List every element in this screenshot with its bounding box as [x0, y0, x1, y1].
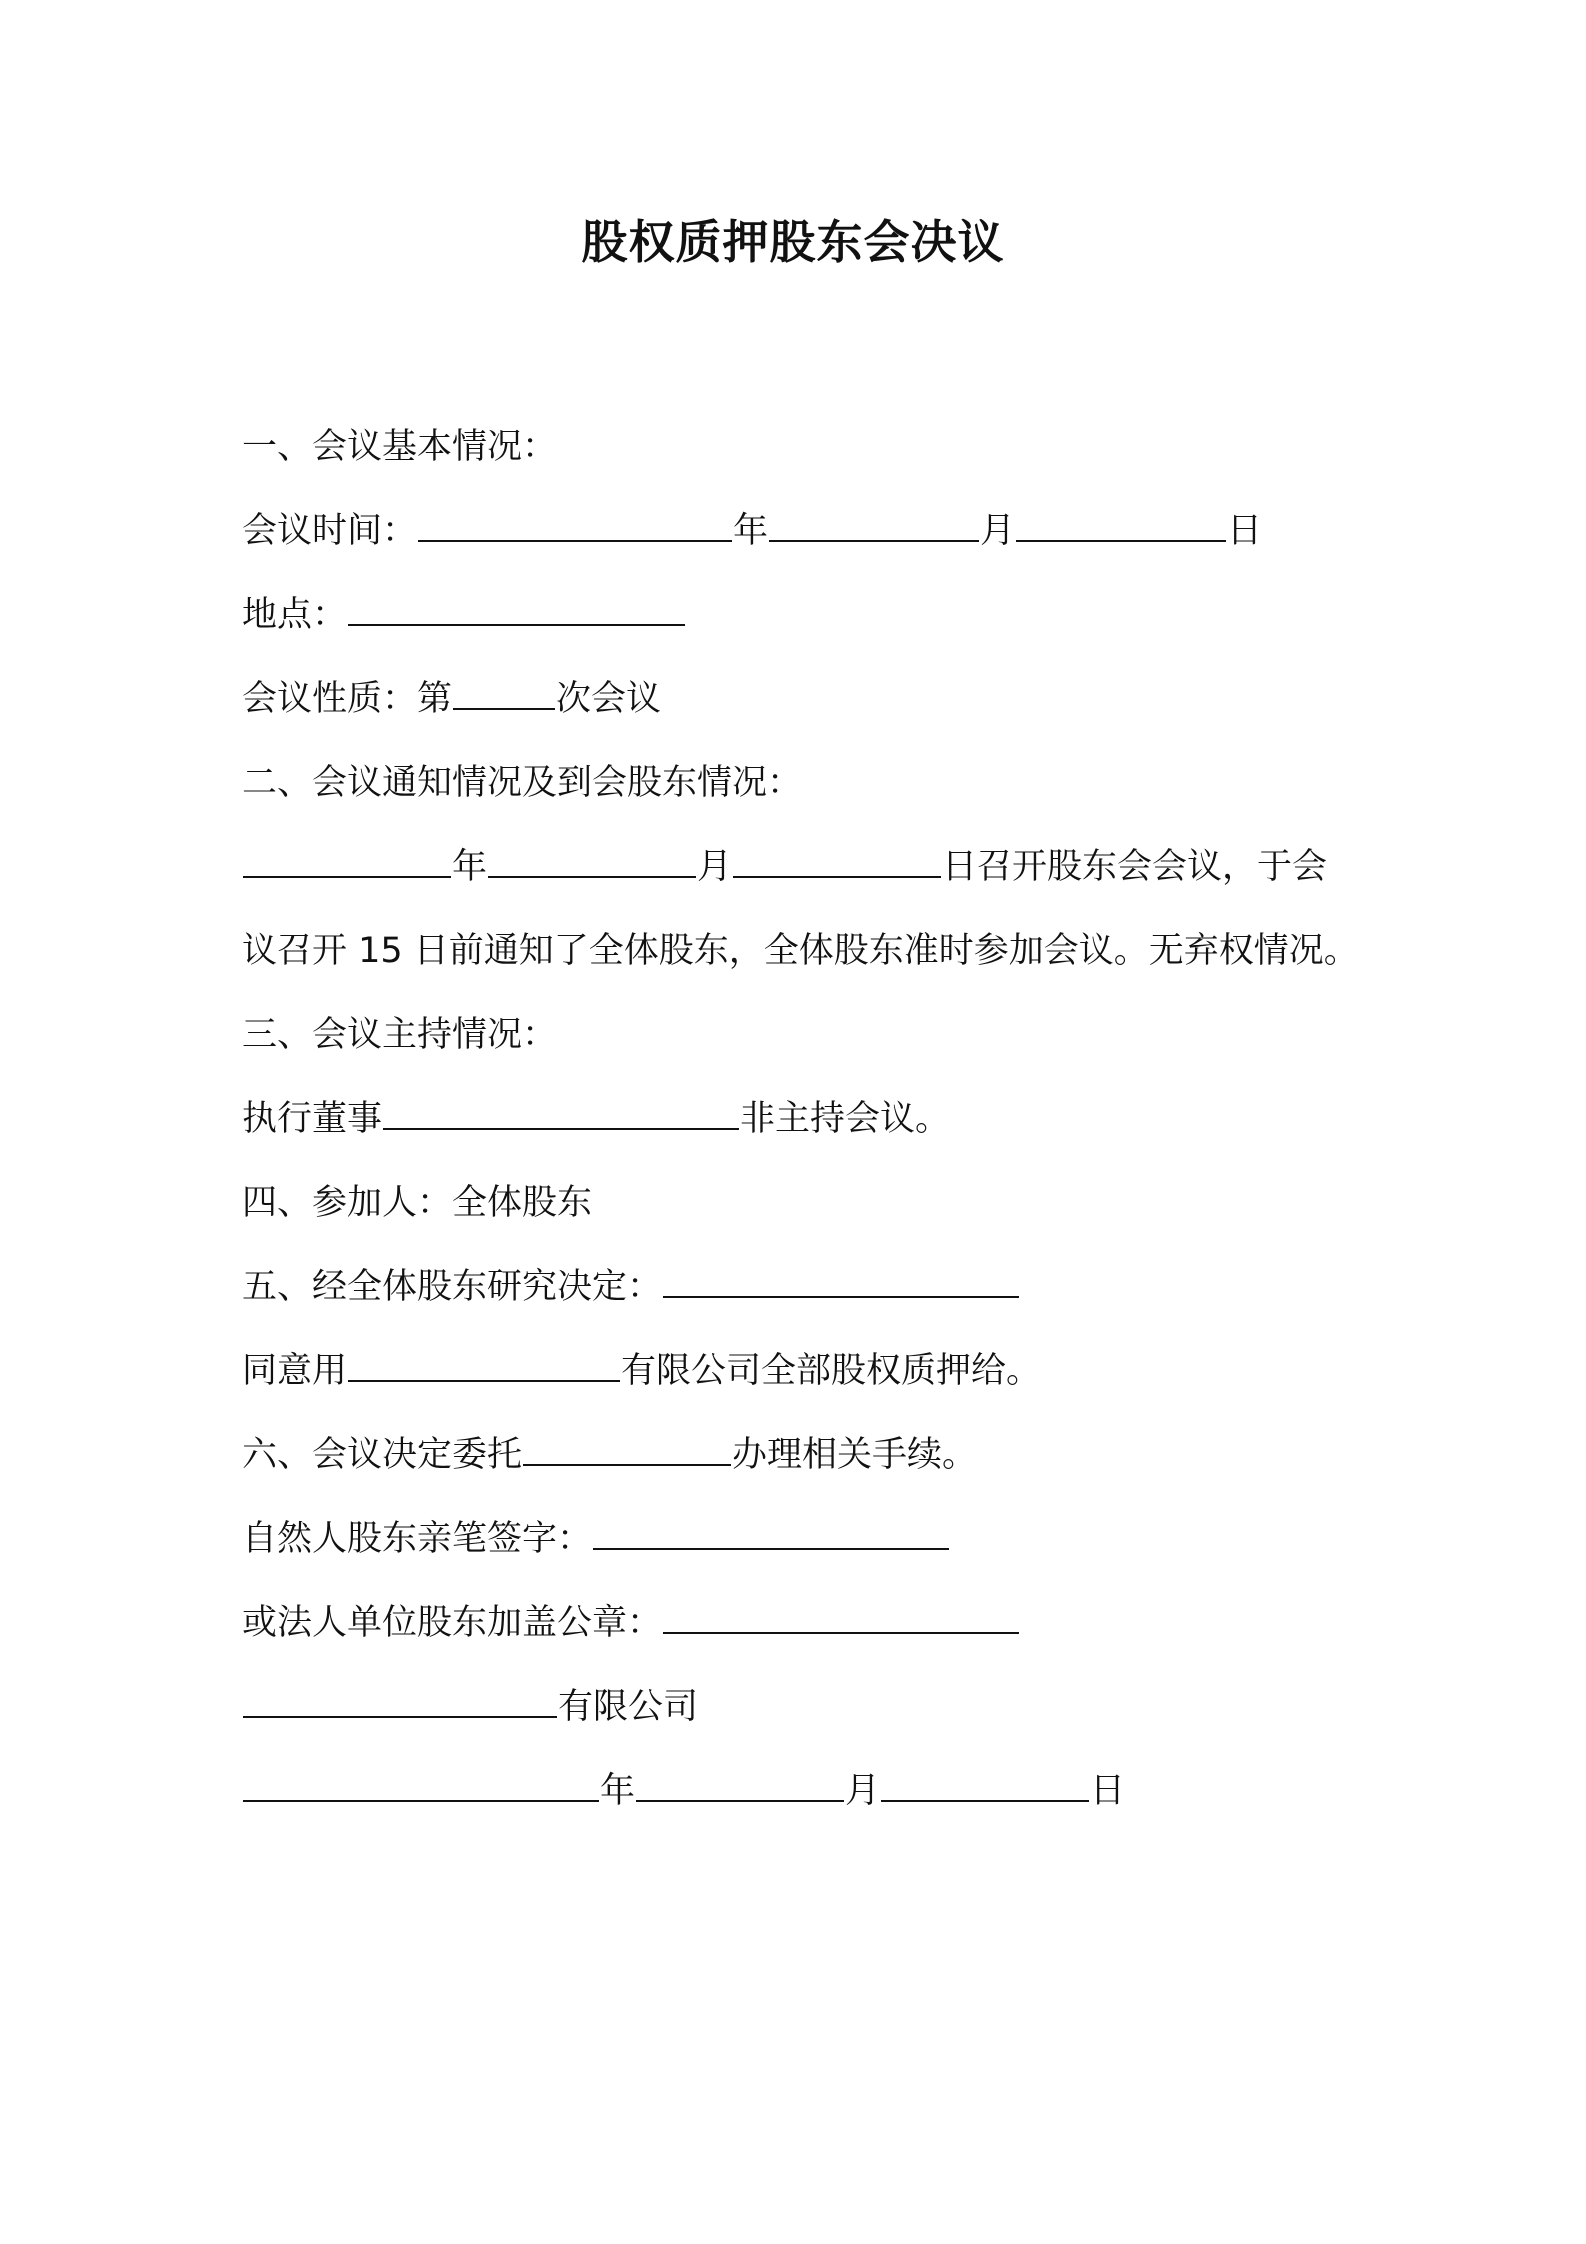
signing-year-unit: 年	[600, 1771, 636, 1811]
agreement-suffix: 有限公司全部股权质押给。	[621, 1351, 1042, 1391]
natural-shareholder-signature-line	[242, 1497, 1362, 1581]
notice-paragraph	[242, 825, 1362, 993]
host-suffix: 非主持会议。	[740, 1099, 951, 1139]
signing-date-line	[242, 1749, 1362, 1833]
signing-year-blank[interactable]	[243, 1800, 599, 1802]
signing-month-unit: 月	[845, 1771, 881, 1811]
section-5-label: 五、经全体股东研究决定：	[242, 1267, 663, 1307]
meeting-day-unit: 日	[1227, 511, 1263, 551]
meeting-day-blank[interactable]	[1016, 540, 1226, 542]
meeting-time-line	[242, 489, 1362, 573]
section-2-heading: 二、会议通知情况及到会股东情况：	[242, 763, 803, 803]
section-1-heading: 一、会议基本情况：	[242, 427, 558, 467]
meeting-month-blank[interactable]	[769, 540, 979, 542]
notice-text: 日召开股东会会议，于会议召开 15 日前通知了全体股东，全体股东准时参加会议。无弃权情况。	[242, 847, 1359, 971]
section-6-line	[242, 1413, 1362, 1497]
company-blank[interactable]	[243, 1716, 557, 1718]
meeting-number-blank[interactable]	[453, 708, 555, 710]
host-line	[242, 1077, 1362, 1161]
company-suffix: 有限公司	[558, 1687, 699, 1727]
meeting-year-unit: 年	[733, 511, 769, 551]
legal-shareholder-seal-line	[242, 1581, 1362, 1665]
legal-seal-label: 或法人单位股东加盖公章：	[242, 1603, 663, 1643]
document-title: 股权质押股东会决议	[581, 215, 1005, 269]
company-line	[242, 1665, 1362, 1749]
legal-seal-blank[interactable]	[663, 1632, 1019, 1634]
company-name-blank[interactable]	[348, 1380, 620, 1382]
signing-day-unit: 日	[1090, 1771, 1126, 1811]
meeting-nature-label: 会议性质：第	[242, 679, 453, 719]
signing-day-blank[interactable]	[881, 1800, 1089, 1802]
meeting-month-unit: 月	[980, 511, 1016, 551]
signing-month-blank[interactable]	[636, 1800, 844, 1802]
agreement-line	[242, 1329, 1362, 1413]
host-prefix: 执行董事	[242, 1099, 383, 1139]
meeting-year-blank[interactable]	[418, 540, 732, 542]
decision-blank[interactable]	[663, 1296, 1019, 1298]
notice-month-blank[interactable]	[488, 876, 696, 878]
meeting-nature-suffix: 次会议	[556, 679, 662, 719]
natural-signature-blank[interactable]	[593, 1548, 949, 1550]
notice-year-unit: 年	[452, 847, 488, 887]
section-4-line: 四、参加人：全体股东	[242, 1183, 593, 1223]
document-body	[242, 405, 1362, 1833]
meeting-time-label: 会议时间：	[242, 511, 418, 551]
notice-month-unit: 月	[697, 847, 733, 887]
meeting-place-label: 地点：	[242, 595, 348, 635]
notice-year-blank[interactable]	[243, 876, 451, 878]
meeting-nature-line	[242, 657, 1362, 741]
delegate-blank[interactable]	[523, 1464, 731, 1466]
section-6-prefix: 六、会议决定委托	[242, 1435, 523, 1475]
meeting-place-blank[interactable]	[348, 624, 685, 626]
section-5-line	[242, 1245, 1362, 1329]
section-3-heading: 三、会议主持情况：	[242, 1015, 558, 1055]
agreement-prefix: 同意用	[242, 1351, 348, 1391]
meeting-place-line	[242, 573, 1362, 657]
natural-signature-label: 自然人股东亲笔签字：	[242, 1519, 593, 1559]
host-name-blank[interactable]	[383, 1128, 739, 1130]
notice-day-blank[interactable]	[733, 876, 941, 878]
section-6-suffix: 办理相关手续。	[732, 1435, 978, 1475]
